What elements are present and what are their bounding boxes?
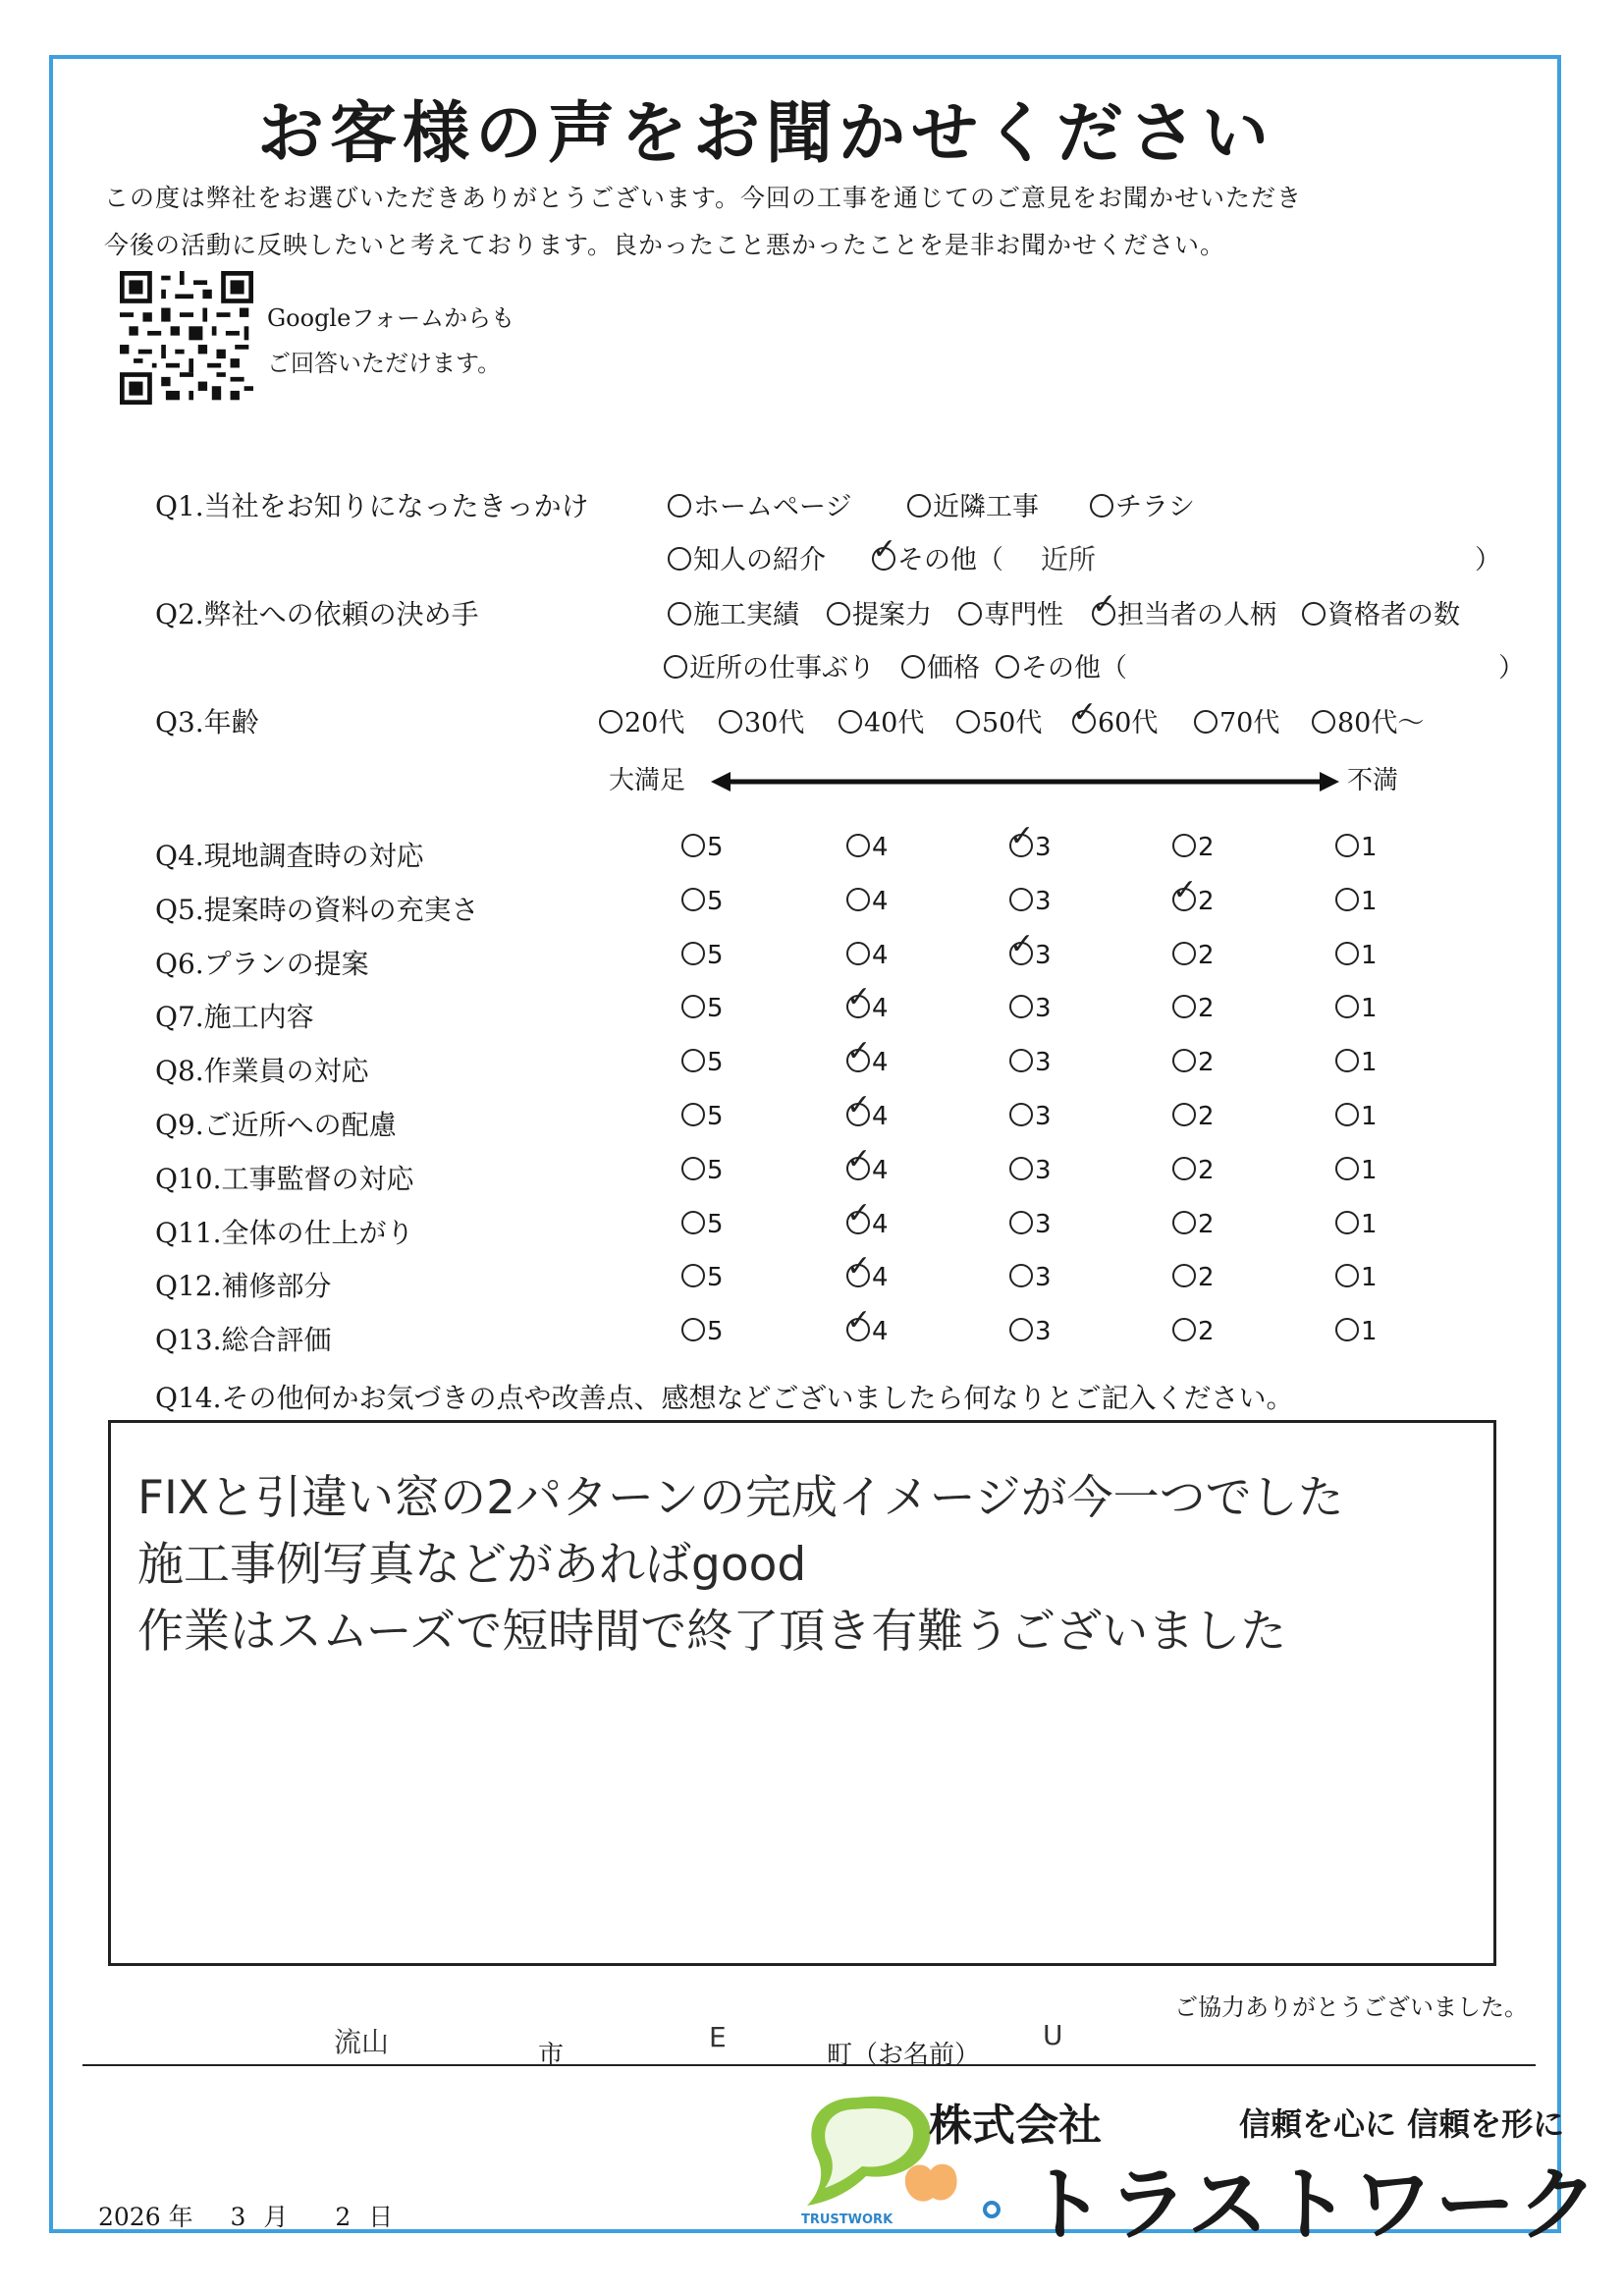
rating-option[interactable]	[1009, 994, 1052, 1023]
rating-option[interactable]	[1009, 1210, 1052, 1239]
radio-circle[interactable]	[681, 1264, 705, 1287]
q2-option-staff[interactable]	[1092, 587, 1276, 631]
radio-circle-checked[interactable]	[1092, 587, 1117, 626]
radio-circle-checked[interactable]	[1072, 695, 1098, 734]
q2-option-expertise[interactable]	[958, 593, 1063, 631]
option-label: 50代	[982, 708, 1043, 738]
radio-circle[interactable]	[1172, 1318, 1196, 1341]
rating-option[interactable]	[846, 1142, 889, 1185]
radio-circle[interactable]	[681, 942, 705, 965]
rating-option[interactable]	[1009, 1317, 1052, 1346]
check-mark-icon: ✓	[846, 1196, 872, 1230]
radio-circle-checked[interactable]	[1009, 819, 1035, 857]
rating-question-label: Q9.ご近所への配慮	[155, 1109, 397, 1141]
radio-circle-checked[interactable]	[846, 980, 872, 1018]
radio-circle-checked[interactable]	[846, 1249, 872, 1287]
q3-option-age[interactable]	[719, 701, 804, 739]
rating-value: 4	[872, 994, 889, 1023]
rating-value: 3	[1035, 1210, 1052, 1239]
rating-option[interactable]	[1009, 1263, 1052, 1292]
radio-circle-checked[interactable]	[1172, 873, 1198, 911]
check-mark-icon: ✓	[1009, 927, 1035, 961]
check-mark-icon: ✓	[1172, 873, 1198, 907]
check-mark-icon: ✓	[1009, 819, 1035, 853]
rating-option[interactable]	[846, 1034, 889, 1077]
rating-option[interactable]	[1335, 1317, 1378, 1346]
rating-option[interactable]	[1009, 1156, 1052, 1185]
rating-option[interactable]	[846, 887, 889, 916]
rating-value: 3	[1035, 994, 1052, 1023]
rating-option[interactable]	[681, 994, 724, 1023]
rating-value: 4	[872, 887, 889, 916]
rating-option[interactable]	[1009, 819, 1052, 862]
date-year-unit: 年	[168, 2203, 193, 2231]
q1-close-paren: ）	[1475, 545, 1501, 575]
q3-option-age[interactable]	[1072, 695, 1159, 739]
rating-value: 3	[1035, 1263, 1052, 1292]
radio-circle[interactable]	[668, 547, 691, 571]
rating-value: 5	[707, 1048, 724, 1077]
check-mark-icon: ✓	[846, 1249, 872, 1284]
rating-value: 4	[872, 1102, 889, 1131]
radio-circle-checked[interactable]	[846, 1142, 872, 1180]
rating-value: 3	[1035, 1156, 1052, 1185]
radio-circle[interactable]	[839, 710, 862, 734]
logo-text: TRUSTWORK	[801, 2212, 893, 2225]
rating-option[interactable]	[846, 1196, 889, 1239]
rating-option[interactable]	[681, 941, 724, 970]
qr-caption-1: Googleフォームからも	[267, 304, 515, 332]
radio-circle[interactable]	[1172, 834, 1196, 857]
rating-option[interactable]	[1335, 833, 1378, 862]
radio-circle[interactable]	[668, 494, 691, 518]
radio-circle[interactable]	[1335, 1157, 1359, 1180]
scale-right-label: 不満	[1347, 766, 1399, 795]
city-value[interactable]: 流山	[334, 2026, 390, 2058]
rating-value: 1	[1361, 941, 1378, 970]
q1-option-friend[interactable]	[668, 538, 826, 576]
rating-value: 4	[872, 1263, 889, 1292]
intro-line-1: この度は弊社をお選びいただきありがとうございます。今回の工事を通じてのご意見をお聞かせいただき	[104, 184, 1303, 212]
radio-circle[interactable]	[1194, 710, 1218, 734]
rating-question-label: Q5.提案時の資料の充実さ	[155, 894, 479, 926]
option-label: 近隣工事	[933, 492, 1039, 522]
radio-circle-checked[interactable]	[846, 1196, 872, 1234]
rating-value: 1	[1361, 887, 1378, 916]
radio-circle[interactable]	[1335, 888, 1359, 911]
date-month-unit: 月	[263, 2203, 289, 2231]
rating-option[interactable]	[1009, 927, 1052, 970]
q1-option-flyer[interactable]	[1090, 485, 1195, 523]
rating-option[interactable]	[681, 1210, 724, 1239]
q2-option-proposal[interactable]	[827, 593, 932, 631]
rating-value: 5	[707, 941, 724, 970]
page-title: お客様の声をお聞かせください	[256, 94, 1274, 173]
rating-option[interactable]	[1172, 873, 1215, 916]
rating-question-label: Q8.作業員の対応	[155, 1055, 369, 1087]
radio-circle[interactable]	[958, 602, 982, 626]
radio-circle[interactable]	[668, 602, 691, 626]
rating-question-label: Q13.総合評価	[155, 1324, 332, 1356]
rating-value: 1	[1361, 1210, 1378, 1239]
check-mark-icon: ✓	[846, 980, 872, 1014]
rating-option[interactable]	[1009, 1102, 1052, 1131]
radio-circle[interactable]	[681, 1103, 705, 1126]
radio-circle[interactable]	[1335, 1318, 1359, 1341]
radio-circle[interactable]	[846, 834, 870, 857]
rating-option[interactable]	[1009, 887, 1052, 916]
rating-value: 5	[707, 994, 724, 1023]
rating-option[interactable]	[1335, 941, 1378, 970]
rating-option[interactable]	[1335, 1102, 1378, 1131]
rating-option[interactable]	[1172, 1156, 1215, 1185]
q3-label: Q3.年齢	[155, 706, 259, 738]
q2-option-qualified[interactable]	[1302, 593, 1460, 631]
rating-option[interactable]	[1172, 994, 1215, 1023]
q2-label: Q2.弊社への依頼の決め手	[155, 598, 479, 630]
signature-line	[82, 2064, 1536, 2066]
rating-question-label: Q4.現地調査時の対応	[155, 840, 424, 872]
option-label: 価格	[927, 653, 980, 683]
rating-value: 4	[872, 1317, 889, 1346]
qr-caption-2: ご回答いただけます。	[267, 350, 502, 377]
rating-value: 3	[1035, 1317, 1052, 1346]
rating-option[interactable]	[846, 980, 889, 1023]
radio-circle[interactable]	[1172, 1049, 1196, 1072]
radio-circle[interactable]	[681, 995, 705, 1018]
rating-option[interactable]	[1335, 887, 1378, 916]
rating-value: 3	[1035, 1048, 1052, 1077]
radio-circle[interactable]	[719, 710, 742, 734]
radio-circle[interactable]	[1009, 1211, 1033, 1234]
rating-question-label: Q11.全体の仕上がり	[155, 1217, 414, 1249]
rating-value: 5	[707, 1263, 724, 1292]
company-name: トラストワーク	[1025, 2158, 1600, 2252]
radio-circle[interactable]	[901, 655, 925, 679]
radio-circle[interactable]	[907, 494, 931, 518]
rating-value: 1	[1361, 833, 1378, 862]
option-label: 70代	[1219, 708, 1280, 738]
check-mark-icon: ✓	[846, 1142, 872, 1176]
comment-line-3: 作業はスムーズで短時間で終了頂き有難うございました	[137, 1605, 1287, 1659]
q1-option-other[interactable]	[872, 532, 1003, 576]
radio-circle[interactable]	[846, 942, 870, 965]
radio-circle[interactable]	[1009, 1049, 1033, 1072]
date	[98, 2198, 393, 2233]
scale-left-label: 大満足	[609, 766, 686, 795]
rating-option[interactable]	[681, 1156, 724, 1185]
radio-circle[interactable]	[956, 710, 980, 734]
radio-circle[interactable]	[681, 1318, 705, 1341]
rating-value: 1	[1361, 994, 1378, 1023]
rating-option[interactable]	[846, 1303, 889, 1346]
rating-value: 3	[1035, 1102, 1052, 1131]
option-label: 提案力	[852, 600, 932, 630]
rating-value: 3	[1035, 833, 1052, 862]
radio-circle[interactable]	[681, 1211, 705, 1234]
q1-option-neighbor-work[interactable]	[907, 485, 1039, 523]
comment-line-1: FIXと引違い窓の2パターンの完成イメージが今一つでした	[137, 1471, 1344, 1525]
check-mark-icon: ✓	[846, 1303, 872, 1338]
radio-circle[interactable]	[599, 710, 623, 734]
radio-circle[interactable]	[1335, 942, 1359, 965]
radio-circle-checked[interactable]	[846, 1088, 872, 1126]
rating-value: 5	[707, 1317, 724, 1346]
intro-line-2: 今後の活動に反映したいと考えております。良かったこと悪かったことを是非お聞かせください。	[104, 231, 1226, 259]
radio-circle[interactable]	[681, 888, 705, 911]
option-label: その他（	[897, 545, 1003, 575]
option-label: 近所の仕事ぶり	[689, 653, 875, 683]
q1-label: Q1.当社をお知りになったきっかけ	[155, 490, 589, 522]
rating-value: 3	[1035, 887, 1052, 916]
rating-value: 1	[1361, 1263, 1378, 1292]
option-label: 担当者の人柄	[1117, 600, 1276, 630]
qr-code[interactable]	[118, 271, 255, 405]
radio-circle[interactable]	[827, 602, 850, 626]
radio-circle[interactable]	[1335, 1211, 1359, 1234]
date-day[interactable]: 2	[335, 2203, 352, 2231]
radio-circle[interactable]	[1172, 1157, 1196, 1180]
rating-value: 5	[707, 1102, 724, 1131]
radio-circle[interactable]	[1009, 1157, 1033, 1180]
q3-option-age[interactable]	[599, 701, 684, 739]
rating-option[interactable]	[1172, 1210, 1215, 1239]
rating-value: 4	[872, 941, 889, 970]
rating-option[interactable]	[681, 887, 724, 916]
rating-option[interactable]	[846, 833, 889, 862]
check-mark-icon: ✓	[1092, 587, 1117, 622]
radio-circle[interactable]	[1335, 1264, 1359, 1287]
date-month[interactable]: 3	[230, 2203, 246, 2231]
rating-value: 5	[707, 1156, 724, 1185]
rating-option[interactable]	[681, 833, 724, 862]
rating-option[interactable]	[1172, 1102, 1215, 1131]
check-mark-icon: ✓	[872, 532, 897, 567]
town-unit: 町（お名前）	[827, 2041, 981, 2070]
rating-value: 3	[1035, 941, 1052, 970]
radio-circle[interactable]	[1335, 1049, 1359, 1072]
option-label: 30代	[744, 708, 805, 738]
q3-option-age[interactable]	[1312, 701, 1424, 739]
rating-option[interactable]	[681, 1317, 724, 1346]
rating-value: 4	[872, 1156, 889, 1185]
rating-value: 2	[1198, 1317, 1215, 1346]
option-label: 20代	[624, 708, 685, 738]
rating-option[interactable]	[1335, 994, 1378, 1023]
radio-circle[interactable]	[1009, 888, 1033, 911]
rating-question-label: Q12.補修部分	[155, 1270, 332, 1302]
radio-circle-checked[interactable]	[846, 1303, 872, 1341]
rating-value: 5	[707, 1210, 724, 1239]
rating-option[interactable]	[681, 1102, 724, 1131]
date-day-unit: 日	[368, 2203, 394, 2231]
name-value[interactable]: U	[1043, 2019, 1063, 2051]
radio-circle[interactable]	[1172, 1103, 1196, 1126]
rating-value: 2	[1198, 941, 1215, 970]
rating-value: 2	[1198, 833, 1215, 862]
q2-option-other[interactable]	[996, 646, 1127, 684]
q3-option-age[interactable]	[1194, 701, 1279, 739]
radio-circle[interactable]	[1009, 1264, 1033, 1287]
rating-question-label: Q6.プランの提案	[155, 948, 369, 980]
rating-value: 2	[1198, 1048, 1215, 1077]
option-label: 専門性	[984, 600, 1063, 630]
check-mark-icon: ✓	[1072, 695, 1098, 730]
option-label: ホームページ	[693, 492, 852, 522]
rating-value: 2	[1198, 887, 1215, 916]
radio-circle[interactable]	[1009, 1318, 1033, 1341]
rating-value: 2	[1198, 994, 1215, 1023]
company-kabushiki: 株式会社	[929, 2101, 1102, 2151]
city-unit: 市	[538, 2041, 565, 2070]
rating-value: 4	[872, 1210, 889, 1239]
radio-circle[interactable]	[681, 1049, 705, 1072]
q3-option-age[interactable]	[956, 701, 1042, 739]
check-mark-icon: ✓	[846, 1088, 872, 1122]
rating-option[interactable]	[1172, 1317, 1215, 1346]
radio-circle[interactable]	[664, 655, 687, 679]
radio-circle[interactable]	[1335, 995, 1359, 1018]
rating-option[interactable]	[1172, 941, 1215, 970]
q1-option-homepage[interactable]	[668, 485, 851, 523]
option-label: 資格者の数	[1327, 600, 1460, 630]
radio-circle[interactable]	[1172, 1264, 1196, 1287]
radio-circle[interactable]	[1172, 1211, 1196, 1234]
radio-circle[interactable]	[1009, 1103, 1033, 1126]
radio-circle[interactable]	[681, 834, 705, 857]
radio-circle[interactable]	[1335, 1103, 1359, 1126]
rating-question-label: Q10.工事監督の対応	[155, 1163, 414, 1195]
option-label: チラシ	[1115, 492, 1195, 522]
q2-close-paren: ）	[1498, 653, 1525, 683]
radio-circle-checked[interactable]	[872, 532, 897, 571]
option-label: 60代	[1098, 708, 1159, 738]
thanks-text: ご協力ありがとうございました。	[1174, 1994, 1528, 2021]
rating-option[interactable]	[846, 1088, 889, 1131]
company-slogan: 信頼を心に 信頼を形に	[1239, 2105, 1565, 2143]
radio-circle[interactable]	[681, 1157, 705, 1180]
radio-circle-checked[interactable]	[1009, 927, 1035, 965]
q2-option-price[interactable]	[901, 646, 980, 684]
rating-question-label: Q7.施工内容	[155, 1001, 314, 1033]
rating-value: 2	[1198, 1102, 1215, 1131]
radio-circle[interactable]	[1172, 995, 1196, 1018]
scale-arrow-icon	[711, 768, 1339, 795]
q2-option-neighbor[interactable]	[664, 646, 875, 684]
radio-circle[interactable]	[1009, 995, 1033, 1018]
rating-value: 4	[872, 1048, 889, 1077]
option-label: 40代	[864, 708, 925, 738]
q3-option-age[interactable]	[839, 701, 924, 739]
radio-circle[interactable]	[1090, 494, 1113, 518]
option-label: 80代～	[1337, 708, 1425, 738]
rating-option[interactable]	[681, 1048, 724, 1077]
town-value[interactable]: E	[709, 2021, 727, 2053]
radio-circle[interactable]	[996, 655, 1019, 679]
date-year[interactable]: 2026	[98, 2203, 161, 2231]
radio-circle[interactable]	[1312, 710, 1335, 734]
rating-option[interactable]	[1009, 1048, 1052, 1077]
option-label: 施工実績	[693, 600, 799, 630]
rating-value: 5	[707, 833, 724, 862]
check-mark-icon: ✓	[846, 1034, 872, 1068]
rating-value: 5	[707, 887, 724, 916]
rating-value: 1	[1361, 1317, 1378, 1346]
rating-option[interactable]	[1335, 1156, 1378, 1185]
rating-value: 1	[1361, 1156, 1378, 1185]
rating-value: 4	[872, 833, 889, 862]
q2-option-record[interactable]	[668, 593, 799, 631]
rating-option[interactable]	[1172, 833, 1215, 862]
radio-circle[interactable]	[1335, 834, 1359, 857]
radio-circle[interactable]	[1172, 942, 1196, 965]
rating-option[interactable]	[681, 1263, 724, 1292]
comment-line-2: 施工事例写真などがあればgood	[137, 1538, 807, 1592]
rating-value: 1	[1361, 1048, 1378, 1077]
q14-label: Q14.その他何かお気づきの点や改善点、感想などございましたら何なりとご記入ください。	[155, 1382, 1294, 1414]
rating-value: 2	[1198, 1210, 1215, 1239]
rating-value: 2	[1198, 1263, 1215, 1292]
rating-option[interactable]	[1335, 1210, 1378, 1239]
radio-circle[interactable]	[1302, 602, 1326, 626]
rating-option[interactable]	[1335, 1263, 1378, 1292]
q1-other-answer[interactable]: 近所	[1041, 543, 1097, 575]
rating-option[interactable]	[1172, 1263, 1215, 1292]
rating-value: 1	[1361, 1102, 1378, 1131]
option-label: その他（	[1021, 653, 1127, 683]
rating-option[interactable]	[1335, 1048, 1378, 1077]
option-label: 知人の紹介	[693, 545, 826, 575]
rating-option[interactable]	[846, 1249, 889, 1292]
radio-circle[interactable]	[846, 888, 870, 911]
rating-option[interactable]	[846, 941, 889, 970]
rating-option[interactable]	[1172, 1048, 1215, 1077]
rating-value: 2	[1198, 1156, 1215, 1185]
radio-circle-checked[interactable]	[846, 1034, 872, 1072]
